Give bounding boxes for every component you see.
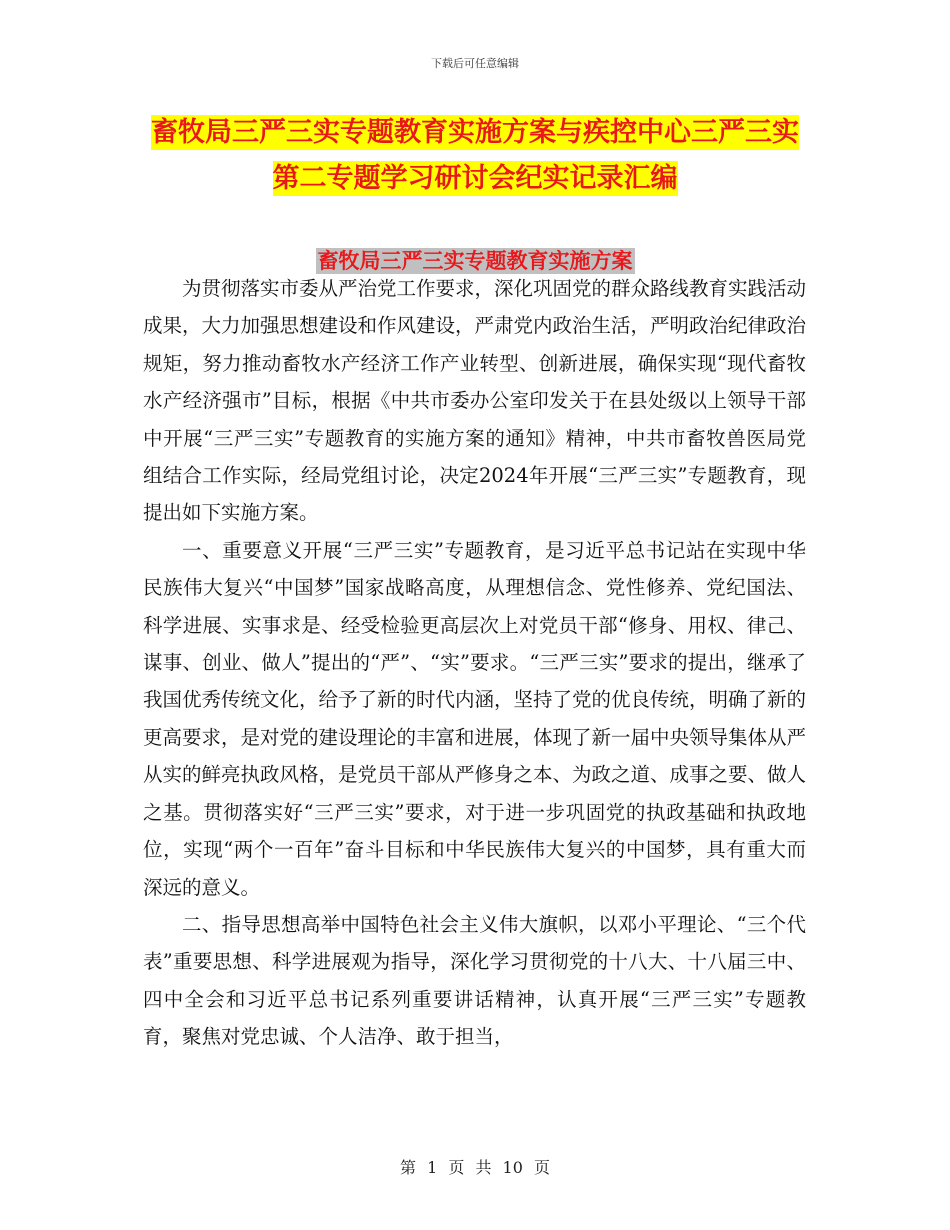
- paragraph-significance: 一、重要意义开展“三严三实”专题教育，是习近平总书记站在实现中华民族伟大复兴“中国梦”国家战略高度，从理想信念、党性修养、党纪国法、科学进展、实事求是、经受检验更高层次上对党员干部“修身、用权、律己、谋事、创业、做人”提出的“严”、“实”要求。“三严三实”要求的提出，继承了我国优秀传统文化，给予了新的时代内涵，坚持了党的优良传统，明确了新的更高要求，是对党的建设理论的丰富和进展，体现了新一届中央领导集体从严从实的鲜亮执政风格，是党员干部从严修身之本、为政之道、成事之要、做人之基。贯彻落实好“三严三实”要求，对于进一步巩固党的执政基础和执政地位，实现“两个一百年”奋斗目标和中华民族伟大复兴的中国梦，具有重大而深远的意义。: [143, 538, 807, 899]
- document-title: [140, 110, 810, 202]
- document-body: [143, 270, 806, 1056]
- paragraph-intro: 为贯彻落实市委从严治党工作要求，深化巩固党的群众路线教育实践活动成果，大力加强思想建设和作风建设，严肃党内政治生活，严明政治纪律政治规矩，努力推动畜牧水产经济工作产业转型、创新进展，确保实现“现代畜牧水产经济强市”目标，根据《中共市委办公室印发关于在县处级以上领导干部中开展“三严三实”专题教育的实施方案的通知》精神，中共市畜牧兽医局党组结合工作实际，经局党组讨论，决定2024年开展“三严三实”专题教育，现提出如下实施方案。: [143, 277, 807, 525]
- document-title-text: 畜牧局三严三实专题教育实施方案与疾控中心三严三实第二专题学习研讨会纪实记录汇编: [151, 117, 799, 194]
- paragraph-guiding-ideology: 二、指导思想高举中国特色社会主义伟大旗帜，以邓小平理论、“三个代表”重要思想、科学进展观为指导，深化学习贯彻党的十八大、十八届三中、四中全会和习近平总书记系列重要讲话精神，认真开展“三严三实”专题教育，聚焦对党忠诚、个人洁净、敢于担当，: [143, 912, 806, 1049]
- section-title-text: 畜牧局三严三实专题教育实施方案: [317, 249, 633, 273]
- page-number: 第 1 页 共 10 页: [400, 1158, 550, 1177]
- page-header-note: 下载后可任意编辑: [431, 57, 519, 70]
